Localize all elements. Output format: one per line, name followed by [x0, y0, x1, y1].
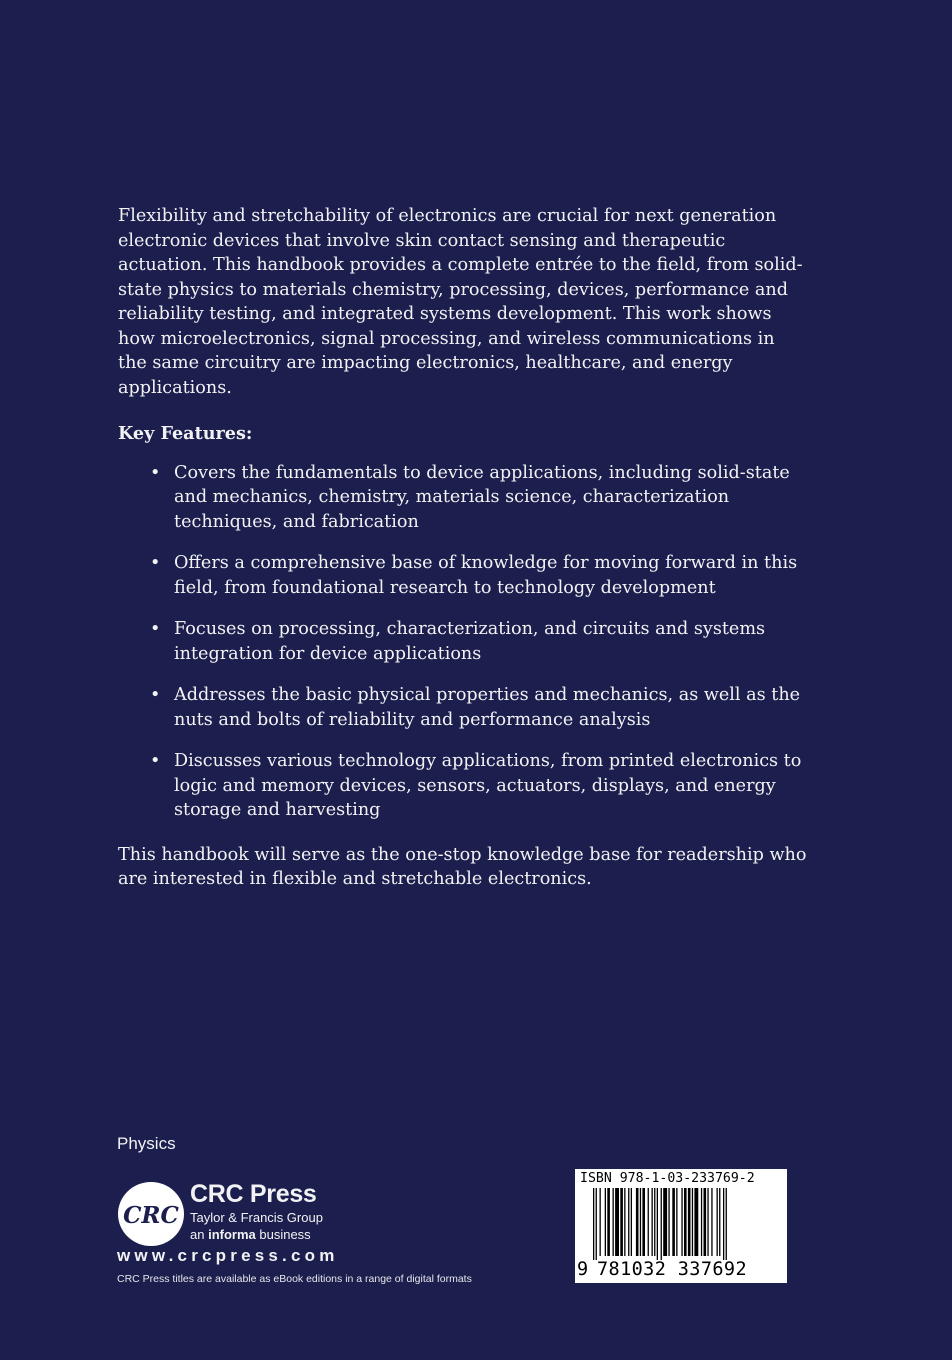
barcode-bar	[726, 1188, 727, 1260]
barcode-bar	[668, 1188, 669, 1256]
isbn-barcode	[575, 1169, 787, 1283]
barcode-bar	[607, 1188, 610, 1256]
barcode-bar	[615, 1188, 619, 1256]
barcode-bar	[692, 1188, 693, 1256]
publisher-name: CRC Press	[190, 1180, 317, 1208]
barcode-bar	[596, 1188, 597, 1260]
feature-item: • Discusses various technology applications, from printed electronics to logic and memory devices, sensors, actuators, displays, and energy storage and harvesting	[118, 749, 808, 823]
barcode-bar	[723, 1188, 724, 1260]
publisher-group: Taylor & Francis Group	[190, 1209, 323, 1225]
publisher-block	[190, 1180, 323, 1243]
barcode-bar	[681, 1188, 682, 1256]
barcode-bar	[688, 1188, 691, 1256]
isbn-label: ISBN 978-1-03-233769-2	[580, 1171, 755, 1186]
feature-item: • Offers a comprehensive base of knowledge for moving forward in this field, from foundational research to technology development	[118, 551, 808, 600]
barcode-bar	[701, 1188, 702, 1256]
crc-logo-icon	[117, 1180, 197, 1248]
barcode-bar	[624, 1188, 625, 1256]
barcode-bar	[628, 1188, 629, 1256]
barcode-bar	[719, 1188, 720, 1256]
barcode-bar	[620, 1188, 623, 1256]
ebook-note: CRC Press titles are available as eBook editions in a range of digital formats	[117, 1273, 472, 1285]
barcode-bar	[631, 1188, 632, 1256]
key-features-heading: Key Features:	[118, 423, 253, 444]
barcode-bar	[717, 1188, 718, 1256]
barcode-bar	[593, 1188, 594, 1260]
barcode-bar	[600, 1188, 601, 1256]
barcode-bars	[593, 1188, 779, 1260]
barcode-bar	[613, 1188, 614, 1256]
back-cover-blurb	[118, 204, 808, 892]
barcode-digits: 781032 337692	[597, 1259, 747, 1280]
barcode-bar	[676, 1188, 677, 1256]
informa-line: an informa business	[190, 1226, 311, 1242]
barcode-bar	[654, 1188, 655, 1256]
barcode-bar	[711, 1188, 712, 1256]
barcode-first-digit: 9	[577, 1259, 589, 1280]
closing-paragraph: This handbook will serve as the one-stop knowledge base for readership who are interested in flexible and stretchable electronics.	[118, 844, 807, 889]
barcode-bar	[704, 1188, 707, 1256]
barcode-bar	[672, 1188, 675, 1256]
barcode-bar	[648, 1188, 649, 1256]
barcode-bar	[663, 1188, 667, 1256]
barcode-bar	[694, 1188, 698, 1256]
publisher-website: www.crcpress.com	[117, 1246, 339, 1265]
barcode-bar	[605, 1188, 606, 1256]
subject-category: Physics	[117, 1134, 176, 1153]
barcode-bar	[657, 1188, 658, 1260]
crc-logo-text: CRC	[123, 1202, 179, 1229]
feature-item: • Covers the fundamentals to device applications, including solid-state and mechanics, chemistry, materials science, characterization techniques, and fabrication	[118, 461, 808, 535]
barcode-bar	[652, 1188, 653, 1256]
features-list	[118, 461, 808, 823]
barcode-bar	[707, 1188, 708, 1256]
barcode-bar	[640, 1188, 641, 1256]
barcode-bar	[636, 1188, 639, 1256]
description-paragraph: Flexibility and stretchability of electronics are crucial for next generation electronic devices that involve skin contact sensing and therapeutic actuation. This handbook provides a complete entrée to the field, from solid-state physics to materials chemistry, processing, devices, performance and reliability testing, and integrated systems development. This work shows how microelectronics, signal processing, and wireless communications in the same circuitry are impacting electronics, healthcare, and energy applications.	[118, 206, 803, 398]
feature-item: • Addresses the basic physical properties and mechanics, as well as the nuts and bolts of reliability and performance analysis	[118, 683, 808, 732]
barcode-bar	[661, 1188, 662, 1260]
barcode-bar	[642, 1188, 645, 1256]
feature-item: • Focuses on processing, characterization, and circuits and systems integration for device applications	[118, 617, 808, 666]
barcode-bar	[684, 1188, 687, 1256]
